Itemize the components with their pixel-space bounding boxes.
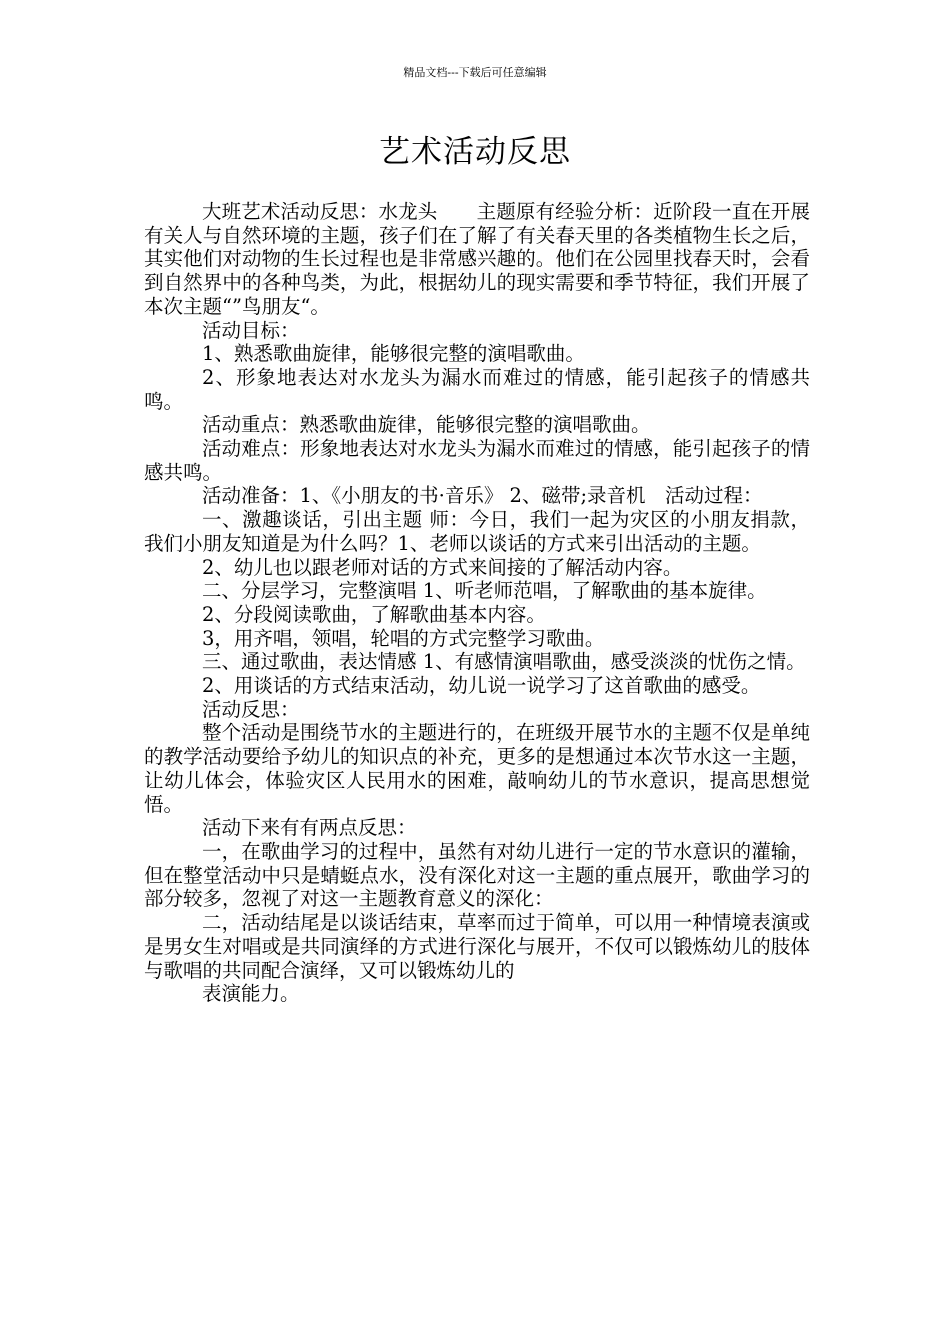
- paragraph-goal-2: 2、形象地表达对水龙头为漏水而难过的情感，能引起孩子的情感共鸣。: [144, 365, 810, 413]
- paragraph-point-1: 一，在歌曲学习的过程中，虽然有对幼儿进行一定的节水意识的灌输，但在整堂活动中只是蜻蜓点水，没有深化对这一主题的重点展开，歌曲学习的部分较多，忽视了对这一主题教育意义的深化：: [144, 839, 810, 911]
- paragraph-reflection-heading: 活动反思：: [202, 697, 300, 721]
- paragraph-step-1: 一、激趣谈话，引出主题 师：今日，我们一起为灾区的小朋友捐款，我们小朋友知道是为什么吗？1、老师以谈话的方式来引出活动的主题。: [144, 508, 810, 555]
- paragraph-step-3-2: 2、用谈话的方式结束活动，幼儿说一说学习了这首歌曲的感受。: [202, 674, 761, 698]
- paragraph-intro: 大班艺术活动反思：水龙头 主题原有经验分析：近阶段一直在开展有关人与自然环境的主题，孩子们在了解了有关春天里的各类植物生长之后，其实他们对动物的生长过程也是非常感兴趣的。他们在公园里找春天时，会看到自然界中的各种鸟类，为此，根据幼儿的现实需要和季节特征，我们开展了本次主题“”鸟朋友“。: [144, 200, 810, 318]
- paragraph-closing: 表演能力。: [202, 982, 300, 1006]
- paragraph-reflection-body: 整个活动是围绕节水的主题进行的，在班级开展节水的主题不仅是单纯的教学活动要给予幼儿的知识点的补充，更多的是想通过本次节水这一主题，让幼儿体会，体验灾区人民用水的困难，敲响幼儿的节水意识，提高思想觉悟。: [144, 721, 810, 816]
- paragraph-preparation: 活动准备：1、《小朋友的书·音乐》 2、磁带;录音机 活动过程：: [202, 484, 763, 508]
- paragraph-key-point: 活动重点：熟悉歌曲旋律，能够很完整的演唱歌曲。: [202, 413, 651, 437]
- paragraph-step-1-2: 2、幼儿也以跟老师对话的方式来间接的了解活动内容。: [202, 555, 683, 579]
- paragraph-two-points-heading: 活动下来有有两点反思：: [202, 816, 417, 840]
- paragraph-goals-heading: 活动目标：: [202, 318, 300, 342]
- paragraph-step-2-3: 3，用齐唱，领唱，轮唱的方式完整学习歌曲。: [202, 626, 605, 650]
- document-body: [144, 200, 810, 1006]
- document-title: 艺术活动反思: [379, 134, 571, 170]
- page-header: 精品文档---下载后可任意编辑: [403, 66, 547, 79]
- paragraph-goal-1: 1、熟悉歌曲旋律，能够很完整的演唱歌曲。: [202, 342, 585, 366]
- paragraph-step-2: 二、分层学习，完整演唱 1、听老师范唱，了解歌曲的基本旋律。: [202, 579, 767, 603]
- paragraph-point-2: 二，活动结尾是以谈话结束，草率而过于简单，可以用一种情境表演或是男女生对唱或是共同演绎的方式进行深化与展开，不仅可以锻炼幼儿的肢体与歌唱的共同配合演绎，又可以锻炼幼儿的: [144, 911, 810, 982]
- paragraph-step-3: 三、通过歌曲，表达情感 1、有感情演唱歌曲，感受淡淡的忧伤之情。: [202, 650, 806, 674]
- paragraph-step-2-2: 2、分段阅读歌曲，了解歌曲基本内容。: [202, 602, 546, 626]
- paragraph-difficulty: 活动难点：形象地表达对水龙头为漏水而难过的情感，能引起孩子的情感共鸣。: [144, 437, 810, 484]
